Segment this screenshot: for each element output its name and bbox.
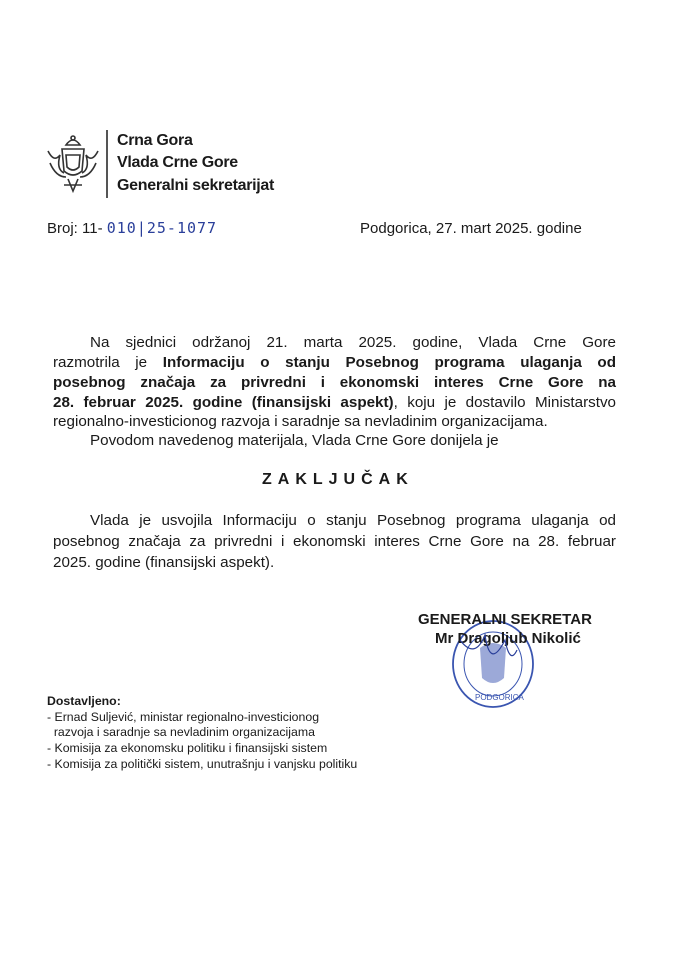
intro-line: regionalno-investicionog razvoja i saradnje sa nevladinim organizacijama.: [53, 413, 548, 430]
signatory-name: Mr Dragoljub Nikolić: [435, 630, 581, 647]
reference-number: [47, 219, 217, 237]
header-department: Generalni sekretarijat: [117, 177, 275, 194]
conclusion-title: ZAKLJUČAK: [262, 471, 414, 488]
delivered-item: - Komisija za ekonomsku politiku i finansijski sistem: [47, 741, 328, 755]
bold-text: 28. februar 2025. godine (finansijski aspekt): [53, 394, 394, 411]
header-country: Crna Gora: [117, 132, 193, 149]
bold-text: Informaciju o stanju Posebnog programa ulaganja od: [162, 354, 616, 371]
delivered-item: - Ernad Suljević, ministar regionalno-investicionog: [47, 710, 320, 724]
conclusion-line: 2025. godine (finansijski aspekt).: [53, 554, 275, 571]
signature-handwriting: [455, 630, 525, 680]
intro-line: [53, 394, 616, 411]
intro-line: Na sjednici održanoj 21. marta 2025. godine, Vlada Crne Gore: [90, 334, 616, 351]
delivered-label: Dostavljeno:: [47, 694, 121, 708]
text: razmotrila je: [53, 354, 163, 371]
reference-label: Broj: 11-: [47, 220, 103, 237]
svg-text:PODGORICA: PODGORICA: [475, 693, 524, 702]
intro-line: posebnog značaja za privredni i ekonomski interes Crne Gore na: [53, 374, 616, 391]
header-divider: [106, 130, 108, 198]
place-date: Podgorica, 27. mart 2025. godine: [360, 220, 582, 237]
delivered-item: - Komisija za politički sistem, unutrašnju i vanjsku politiku: [47, 757, 358, 771]
signatory-title: GENERALNI SEKRETAR: [418, 611, 592, 628]
header-government: Vlada Crne Gore: [117, 154, 238, 171]
delivered-item: razvoja i saradnje sa nevladinim organizacijama: [47, 725, 315, 739]
text: , koju je dostavilo Ministarstvo: [393, 394, 616, 411]
handwritten-number: 010|25-1077: [106, 219, 218, 237]
intro-line: [53, 354, 616, 371]
intro-line: Povodom navedenog materijala, Vlada Crne Gore donijela je: [90, 432, 499, 449]
coat-of-arms-icon: [44, 133, 102, 197]
conclusion-line: posebnog značaja za privredni i ekonomski interes Crne Gore na 28. februar: [53, 533, 616, 550]
conclusion-line: Vlada je usvojila Informaciju o stanju Posebnog programa ulaganja od: [90, 512, 616, 529]
